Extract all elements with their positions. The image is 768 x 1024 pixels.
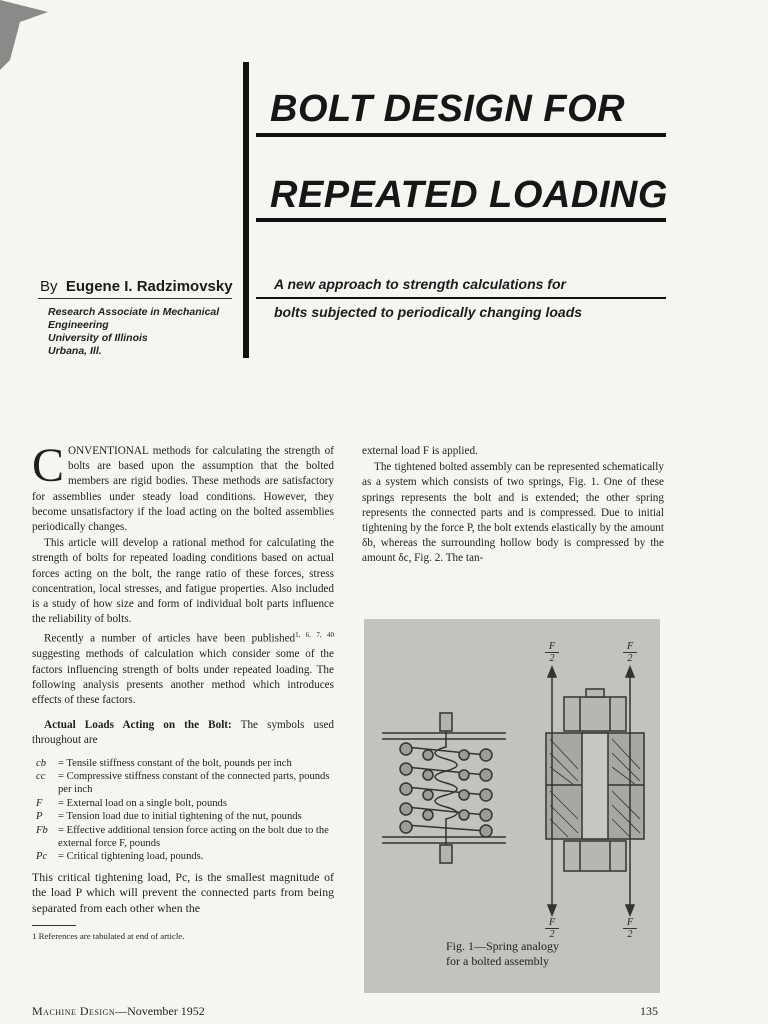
paragraph-text: ONVENTIONAL methods for calculating the strength of bolts are based upon the assumption that the bolted members are rigid bodies. These methods are satisfactory for assemblies under steady load conditions. However, they become unsatisfactory if the load acting on the bolted assemblies periodically changes.	[32, 445, 334, 534]
force-denominator: 2	[549, 929, 555, 940]
symbol: P	[36, 811, 43, 823]
footnote: 1 References are tabulated at end of article.	[32, 930, 185, 941]
paragraph: This article will develop a rational method for calculating the strength of bolts for repeated loading conditions based on actual forces acting on the bolt, the range ratio of these forces, stress concentration, local stresses, and fatigue properties. Also included is a study of how size and form of individual bolt parts influence the reliability of bolts.	[32, 537, 334, 626]
article-title-line2: REPEATED LOADING	[270, 174, 668, 216]
journal-footer	[32, 1004, 205, 1019]
paragraph	[32, 439, 334, 535]
footnote-rule	[32, 925, 76, 926]
symbol: cc	[36, 771, 46, 782]
symbol-entry	[32, 797, 334, 810]
symbol: cb	[36, 757, 46, 769]
author-affiliation	[48, 306, 238, 358]
affiliation-line: Engineering	[48, 319, 109, 331]
paragraph	[32, 628, 334, 708]
title-vertical-bar	[243, 62, 249, 358]
body-right-column	[362, 444, 664, 568]
force-denominator: 2	[627, 653, 633, 664]
symbol: F	[36, 797, 43, 809]
section-heading: Actual Loads Acting on the Bolt:	[44, 719, 232, 732]
article-title-line1: BOLT DESIGN FOR	[270, 88, 626, 130]
symbol-definition: = Tensile stiffness constant of the bolt, pounds per inch	[58, 757, 292, 769]
force-label	[623, 917, 637, 940]
force-label	[623, 641, 637, 664]
reference-superscript: 1, 6, 7, 40	[295, 631, 335, 640]
symbol-entry	[32, 757, 334, 770]
force-label	[545, 917, 559, 940]
symbol-definition: = External load on a single bolt, pounds	[58, 797, 227, 809]
issue-date: —November 1952	[115, 1004, 205, 1018]
author-name: Eugene I. Radzimovsky	[65, 278, 233, 295]
symbol-definition: = Tension load due to initial tightening of the nut, pounds	[58, 811, 302, 823]
force-numerator: F	[623, 917, 637, 929]
body-left-column	[32, 439, 335, 944]
symbol-entry	[32, 810, 334, 823]
article-subtitle-line1: A new approach to strength calculations for	[274, 276, 566, 292]
force-numerator: F	[623, 641, 637, 653]
force-denominator: 2	[627, 929, 633, 940]
symbol-entry	[32, 850, 334, 863]
caption-line: Fig. 1—Spring analogy	[446, 939, 559, 953]
paragraph-text: Recently a number of articles have been published	[44, 633, 296, 646]
article-subtitle-line2: bolts subjected to periodically changing loads	[274, 304, 583, 320]
force-denominator: 2	[549, 653, 555, 664]
spring-analogy-diagram	[364, 619, 660, 993]
page-corner-shadow	[0, 0, 60, 70]
caption-line: for a bolted assembly	[446, 954, 549, 968]
figure-caption	[446, 939, 559, 969]
author-rule	[38, 298, 232, 299]
force-numerator: F	[545, 917, 559, 929]
affiliation-line: Urbana, Ill.	[48, 345, 102, 357]
symbol-definition: = Compressive stiffness constant of the connected parts, pounds per inch	[58, 771, 330, 796]
author-byline	[40, 278, 233, 295]
paragraph: external load F is applied.	[362, 445, 478, 457]
symbol: Pc	[36, 851, 48, 863]
figure-spring-analogy	[364, 619, 660, 993]
journal-name: Machine Design	[32, 1004, 116, 1018]
symbol: Fb	[36, 824, 48, 836]
paragraph-text: The symbols used throughout are	[32, 719, 334, 747]
paragraph: This critical tightening load, Pc, is the smallest magnitude of the load P which will prevent the connected parts from being separated from each other when the	[32, 869, 334, 916]
title-rule-2	[256, 218, 666, 222]
force-label	[545, 641, 559, 664]
force-numerator: F	[545, 641, 559, 653]
drop-cap: C	[32, 439, 65, 492]
paragraph-text: suggesting methods of calculation which consider some of the factors influencing strength of bolts under repeated loading. The following analysis presents another method which introduces effects of these factors.	[32, 648, 334, 706]
paragraph: The tightened bolted assembly can be represented schematically as a system which consists of two springs, Fig. 1. One of these springs represents the bolt and is extended; the other spring represents the connected parts and is compressed. Due to initial tightening by the force P, the bolt extends elastically by the amount δb, whereas the surrounding hollow body is compressed by the amount δc, Fig. 2. The tan-	[362, 461, 664, 565]
section-paragraph	[32, 718, 334, 748]
affiliation-line: Research Associate in Mechanical	[48, 306, 220, 318]
author-prefix: By	[40, 278, 58, 295]
subtitle-rule	[256, 297, 666, 299]
symbol-definition: = Critical tightening load, pounds.	[58, 851, 204, 863]
symbol-entry	[32, 824, 334, 851]
title-rule-1	[256, 133, 666, 137]
affiliation-line: University of Illinois	[48, 332, 148, 344]
symbol-list	[32, 757, 334, 864]
page-number: 135	[640, 1004, 658, 1018]
symbol-entry	[32, 770, 334, 797]
symbol-definition: = Effective additional tension force acting on the bolt due to the external force F, pounds	[58, 824, 329, 850]
